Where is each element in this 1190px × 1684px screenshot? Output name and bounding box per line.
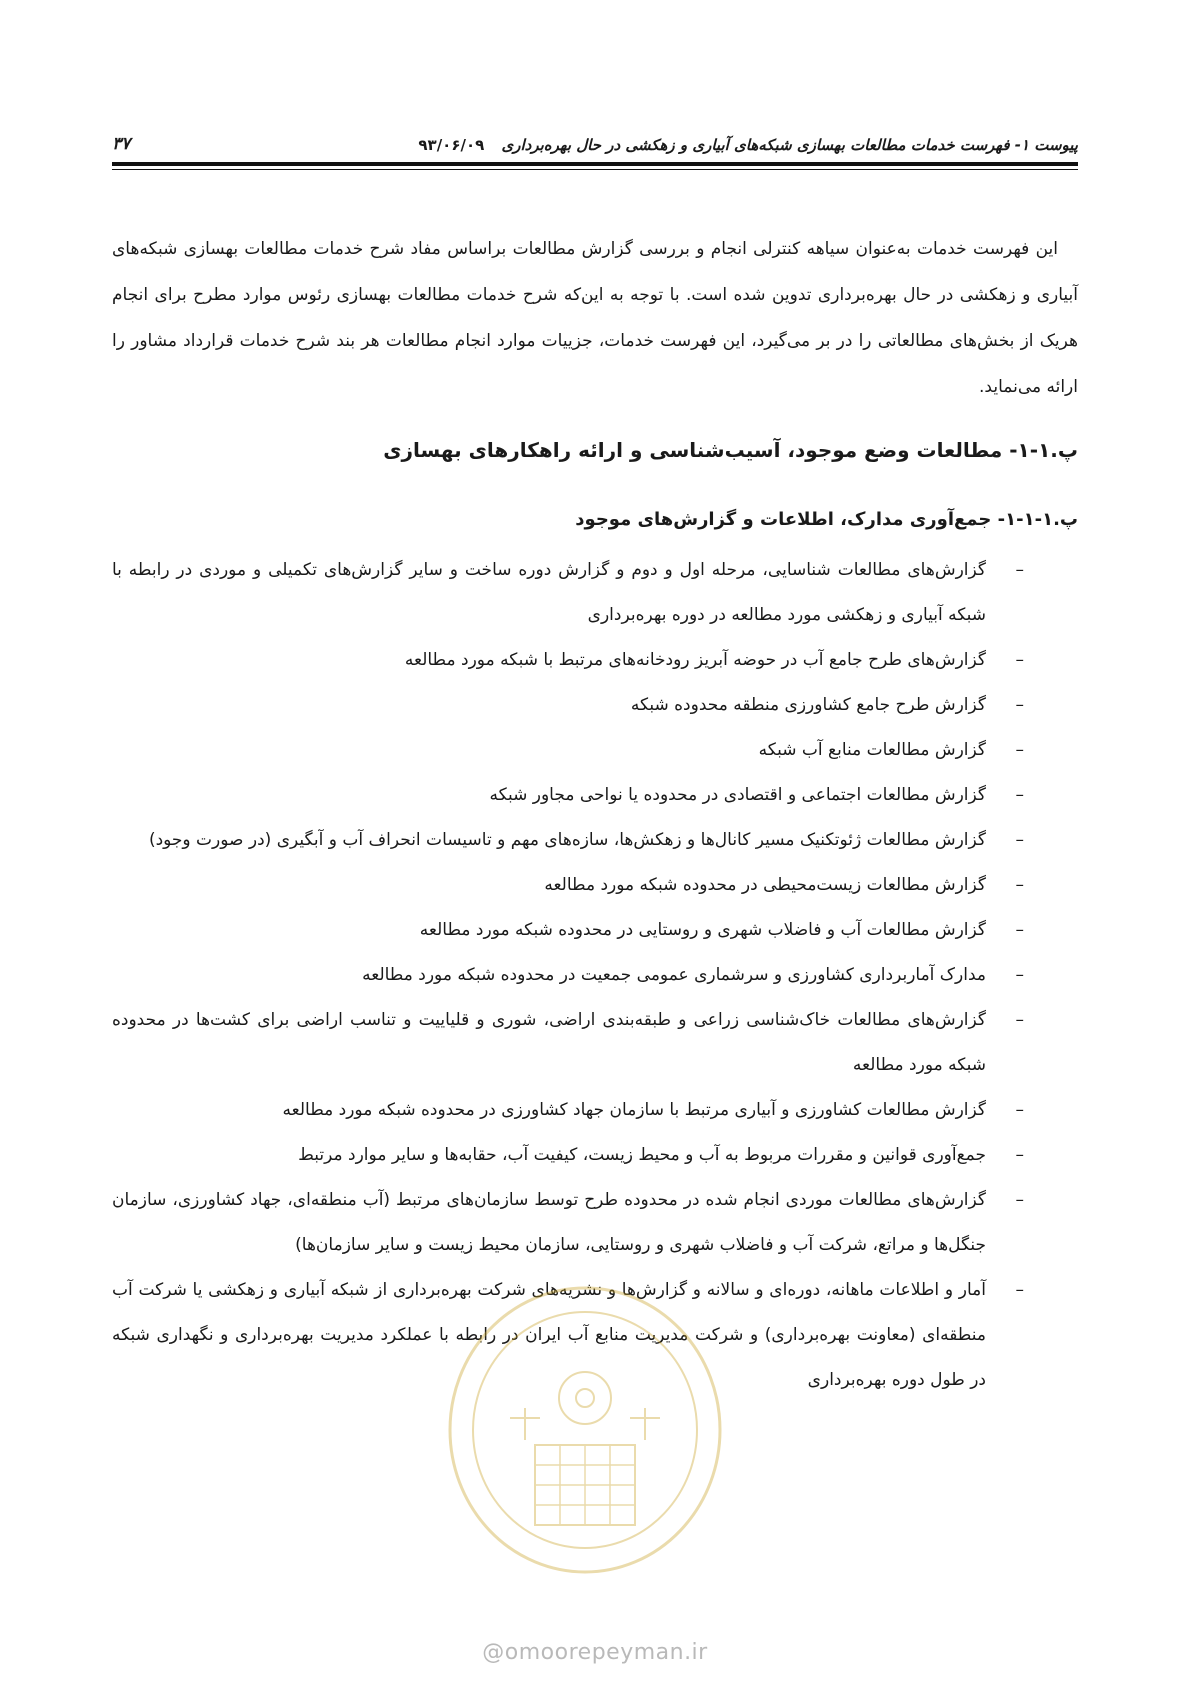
- list-item: [112, 728, 1078, 773]
- bullet-dash: –: [1015, 740, 1024, 760]
- header-rule-thin: [112, 169, 1078, 170]
- list-item-text: گزارش‌های مطالعات موردی انجام شده در محدوده طرح توسط سازمان‌های مرتبط (آب منطقه‌ای، جهاد کشاورزی، سازمان جنگل‌ها و مراتع، شرکت آب و فاضلاب شهری و روستایی، سازمان محیط زیست و سایر سازمان‌ها): [112, 1190, 986, 1255]
- list-item-text: مدارک آماربرداری کشاورزی و سرشماری عمومی جمعیت در محدوده شبکه مورد مطالعه: [362, 965, 986, 985]
- bullet-list: [112, 548, 1078, 1403]
- list-item: [112, 953, 1078, 998]
- bullet-dash: –: [1015, 830, 1024, 850]
- list-item: [112, 863, 1078, 908]
- bullet-dash: –: [1015, 1190, 1024, 1210]
- header-date: ۹۳/۰۶/۰۹: [418, 136, 485, 154]
- list-item: [112, 998, 1078, 1088]
- list-item: [112, 548, 1078, 638]
- bullet-dash: –: [1015, 1280, 1024, 1300]
- list-item-text: گزارش‌های مطالعات شناسایی، مرحله اول و دوم و گزارش دوره ساخت و سایر گزارش‌های تکمیلی و موردی در رابطه با شبکه آبیاری و زهکشی مورد مطالعه در دوره بهره‌برداری: [112, 560, 986, 625]
- list-item-text: جمع‌آوری قوانین و مقررات مربوط به آب و محیط زیست، کیفیت آب، حقابه‌ها و سایر موارد مرتبط: [298, 1145, 986, 1165]
- list-item-text: گزارش مطالعات آب و فاضلاب شهری و روستایی در محدوده شبکه مورد مطالعه: [419, 920, 986, 940]
- list-item: [112, 773, 1078, 818]
- header-title-group: [418, 136, 1078, 154]
- list-item-text: گزارش طرح جامع کشاورزی منطقه محدوده شبکه: [630, 695, 986, 715]
- watermark: @omoorepeyman.ir: [482, 1640, 708, 1665]
- list-item: [112, 638, 1078, 683]
- bullet-dash: –: [1015, 875, 1024, 895]
- bullet-dash: –: [1015, 965, 1024, 985]
- list-item: [112, 1133, 1078, 1178]
- subsection-heading: پ.۱-۱-۱- جمع‌آوری مدارک، اطلاعات و گزارش‌های موجود: [575, 509, 1078, 530]
- list-item: [112, 908, 1078, 953]
- intro-paragraph: این فهرست خدمات به‌عنوان سیاهه کنترلی انجام و بررسی گزارش مطالعات براساس مفاد شرح خدمات مطالعات بهسازی شبکه‌های آبیاری و زهکشی در حال بهره‌برداری تدوین شده است. با توجه به این‌که شرح خدمات مطالعات بهسازی رئوس موارد مطرح برای انجام هریک از بخش‌های مطالعاتی را در بر می‌گیرد، این فهرست خدمات، جزییات موارد انجام مطالعات هر بند شرح خدمات قرارداد مشاور را ارائه می‌نماید.: [112, 239, 1078, 397]
- list-item-text: گزارش مطالعات زیست‌محیطی در محدوده شبکه مورد مطالعه: [544, 875, 986, 895]
- list-item: [112, 683, 1078, 728]
- page-body: [112, 226, 1078, 1403]
- bullet-dash: –: [1015, 695, 1024, 715]
- bullet-dash: –: [1015, 650, 1024, 670]
- bullet-dash: –: [1015, 1100, 1024, 1120]
- list-item-text: گزارش مطالعات ژئوتکنیک مسیر کانال‌ها و زهکش‌ها، سازه‌های مهم و تاسیسات انحراف آب و آبگیری (در صورت وجود): [148, 830, 986, 850]
- list-item-text: آمار و اطلاعات ماهانه، دوره‌ای و سالانه و گزارش‌ها و نشریه‌های شرکت بهره‌برداری از شبکه آبیاری و زهکشی یا شرکت آب منطقه‌ای (معاونت بهره‌برداری) و شرکت مدیریت منابع آب ایران در رابطه با عملکرد مدیریت بهره‌برداری و نگهداری شبکه در طول دوره بهره‌برداری: [112, 1280, 986, 1390]
- bullet-dash: –: [1015, 920, 1024, 940]
- bullet-dash: –: [1015, 785, 1024, 805]
- list-item-text: گزارش مطالعات منابع آب شبکه: [758, 740, 986, 760]
- section-heading: پ.۱-۱- مطالعات وضع موجود، آسیب‌شناسی و ارائه راهکارهای بهسازی: [383, 438, 1078, 462]
- page-number: ۳۷: [112, 134, 131, 154]
- page-header: [112, 128, 1078, 154]
- list-item-text: گزارش‌های طرح جامع آب در حوضه آبریز رودخانه‌های مرتبط با شبکه مورد مطالعه: [404, 650, 986, 670]
- header-title: پیوست ۱- فهرست خدمات مطالعات بهسازی شبکه‌های آبیاری و زهکشی در حال بهره‌برداری: [501, 136, 1078, 154]
- seal-stamp-icon: [440, 1280, 730, 1580]
- list-item-text: گزارش مطالعات اجتماعی و اقتصادی در محدوده یا نواحی مجاور شبکه: [489, 785, 986, 805]
- list-item: [112, 1088, 1078, 1133]
- header-rule-thick: [112, 162, 1078, 166]
- bullet-dash: –: [1015, 1010, 1024, 1030]
- bullet-dash: –: [1015, 1145, 1024, 1165]
- list-item: [112, 818, 1078, 863]
- bullet-dash: –: [1015, 560, 1024, 580]
- list-item-text: گزارش‌های مطالعات خاک‌شناسی زراعی و طبقه‌بندی اراضی، شوری و قلیاییت و تناسب اراضی برای کشت‌ها در محدوده شبکه مورد مطالعه: [112, 1010, 986, 1075]
- list-item: [112, 1178, 1078, 1268]
- list-item-text: گزارش مطالعات کشاورزی و آبیاری مرتبط با سازمان جهاد کشاورزی در محدوده شبکه مورد مطالعه: [282, 1100, 986, 1120]
